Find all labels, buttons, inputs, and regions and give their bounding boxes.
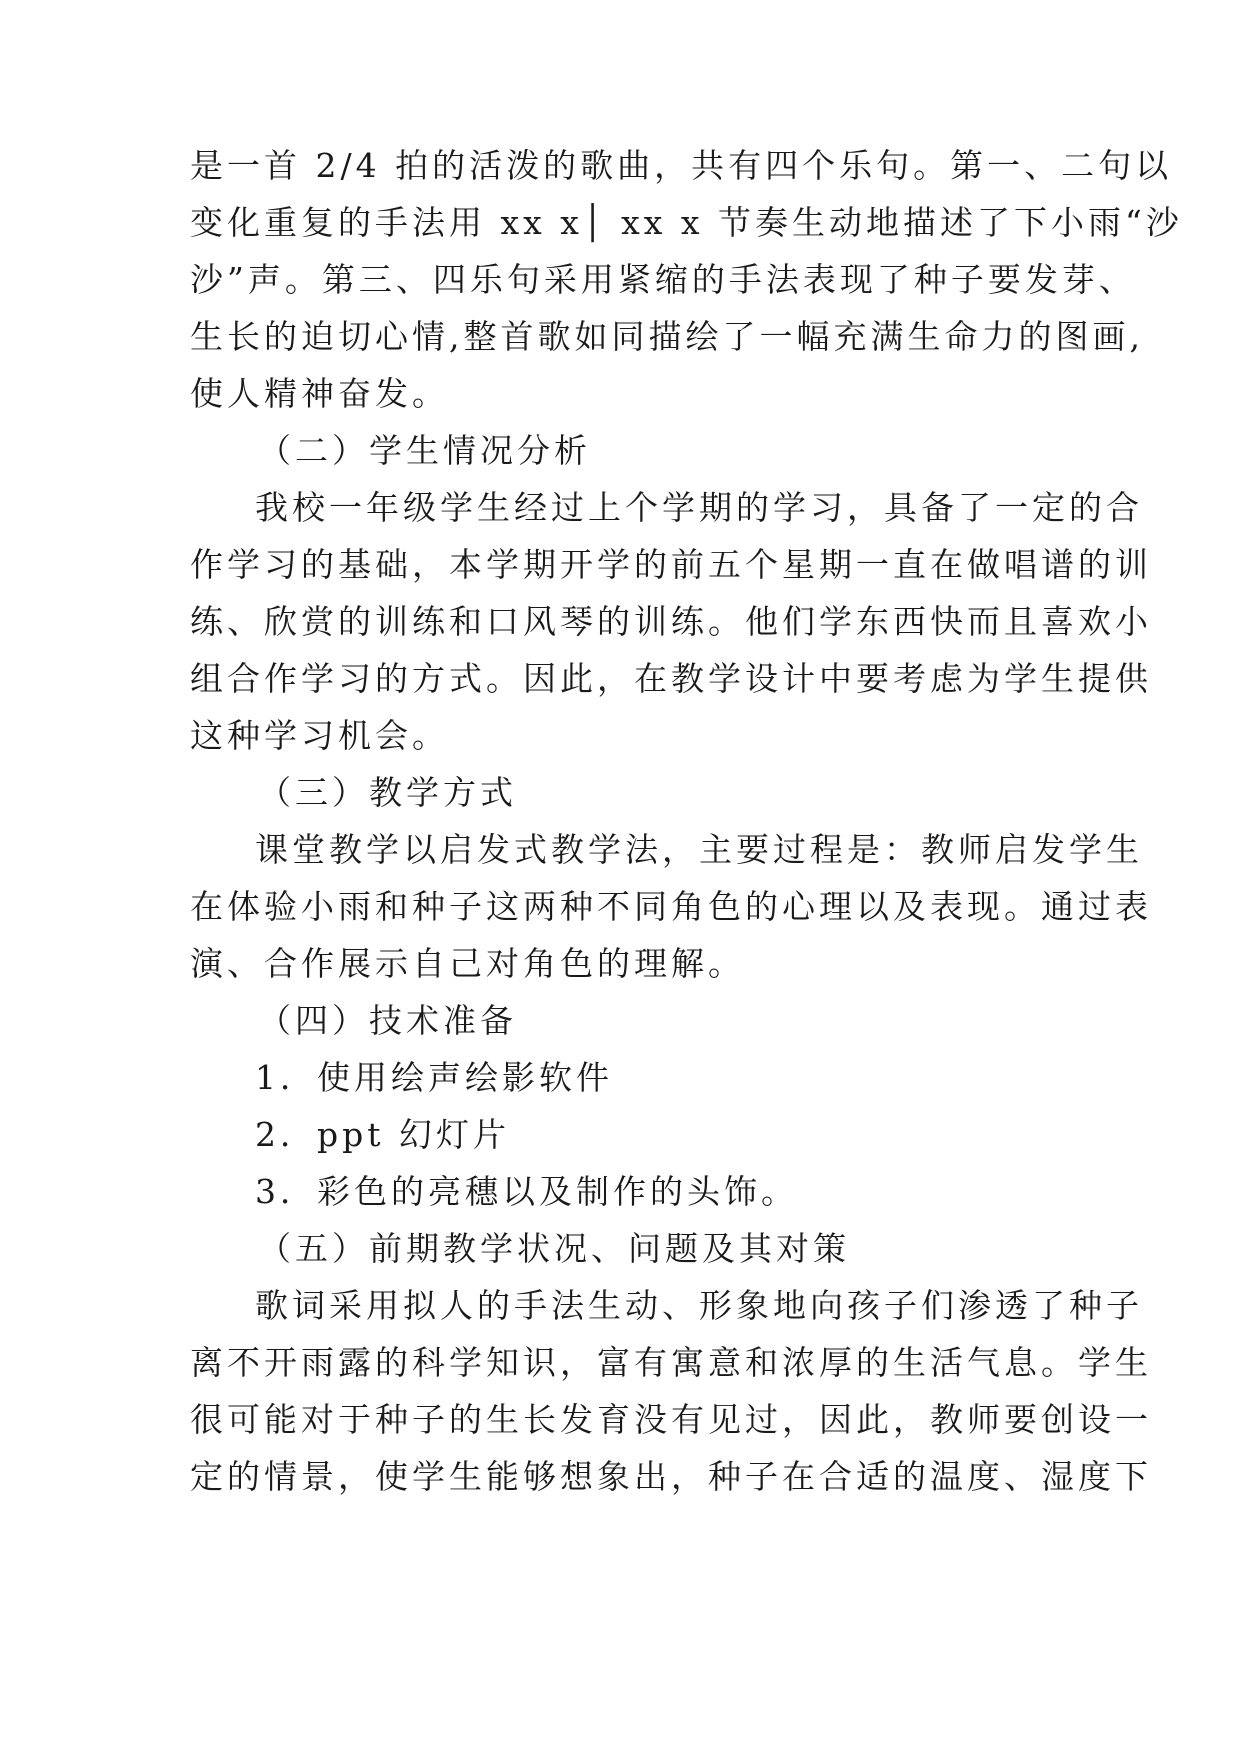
section-heading-teaching-method: （三）教学方式 — [258, 773, 517, 812]
body-text-line: 使人精神奋发。 — [190, 374, 449, 413]
list-item: 1．使用绘声绘影软件 — [255, 1058, 613, 1097]
body-text-line: 生长的迫切心情,整首歌如同描绘了一幅充满生命力的图画, — [190, 317, 1144, 356]
body-text-line: 演、合作展示自己对角色的理解。 — [190, 944, 745, 983]
body-text-line: 在体验小雨和种子这两种不同角色的心理以及表现。通过表 — [190, 887, 1152, 926]
body-text-line: 组合作学习的方式。因此，在教学设计中要考虑为学生提供 — [190, 659, 1152, 698]
body-text-line: 变化重复的手法用 xx x│ xx x 节奏生动地描述了下小雨“沙 — [190, 203, 1183, 242]
list-item: 3．彩色的亮穗以及制作的头饰。 — [255, 1172, 798, 1211]
list-item: 2．ppt 幻灯片 — [255, 1115, 510, 1154]
body-text-line: 离不开雨露的科学知识，富有寓意和浓厚的生活气息。学生 — [190, 1343, 1152, 1382]
body-text-line: 作学习的基础，本学期开学的前五个星期一直在做唱谱的训 — [190, 545, 1152, 584]
paragraph-first-line: 我校一年级学生经过上个学期的学习，具备了一定的合 — [255, 488, 1143, 527]
section-heading-previous-teaching: （五）前期教学状况、问题及其对策 — [258, 1229, 850, 1268]
body-text-line: 沙”声。第三、四乐句采用紧缩的手法表现了种子要发芽、 — [190, 260, 1136, 299]
paragraph-first-line: 课堂教学以启发式教学法，主要过程是：教师启发学生 — [255, 830, 1143, 869]
body-text-line: 是一首 2/4 拍的活泼的歌曲，共有四个乐句。第一、二句以 — [190, 146, 1173, 185]
paragraph-first-line: 歌词采用拟人的手法生动、形象地向孩子们渗透了种子 — [255, 1286, 1143, 1325]
body-text-line: 练、欣赏的训练和口风琴的训练。他们学东西快而且喜欢小 — [190, 602, 1152, 641]
section-heading-student-analysis: （二）学生情况分析 — [258, 431, 591, 470]
section-heading-technical-preparation: （四）技术准备 — [258, 1001, 517, 1040]
body-text-line: 定的情景，使学生能够想象出，种子在合适的温度、湿度下 — [190, 1457, 1152, 1496]
body-text-line: 很可能对于种子的生长发育没有见过，因此，教师要创设一 — [190, 1400, 1152, 1439]
body-text-line: 这种学习机会。 — [190, 716, 449, 755]
